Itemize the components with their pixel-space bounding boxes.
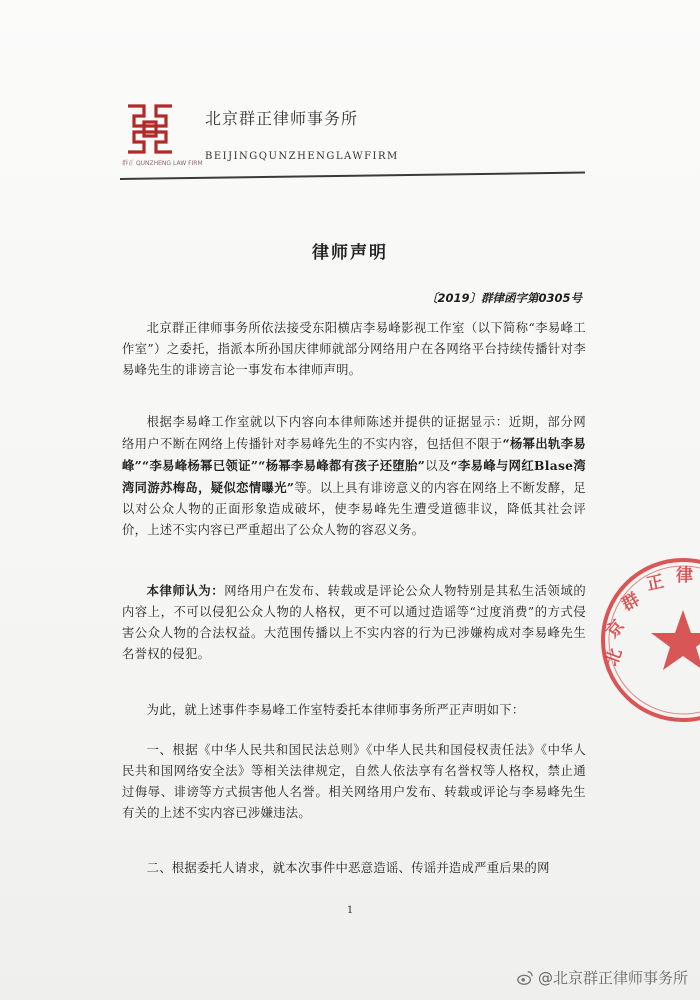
paragraph-1	[122, 318, 586, 381]
page-number: 1	[346, 905, 354, 916]
svg-text:群: 群	[618, 589, 644, 616]
paragraph-4	[122, 700, 586, 721]
svg-text:律: 律	[676, 566, 693, 586]
document-number: 〔2019〕群律函字第0305号	[425, 291, 582, 305]
watermark-text: @北京群正律师事务所	[537, 969, 688, 987]
rumor-list-2: “李易峰与网红Blase湾湾同游苏梅岛，疑似恋情曝光”	[122, 458, 586, 495]
letterhead-divider	[120, 172, 585, 180]
paragraph-2-rest: 等。以上具有诽谤意义的内容在网络上不断发酵，足以对公众人物的正面形象造成破坏，使李易峰先生遭受道德非议，降低其社会评价，上述不实内容已严重超出了公众人物的容忍义务。	[122, 481, 586, 537]
weibo-watermark	[516, 967, 688, 988]
document-title: 律师声明	[312, 243, 388, 263]
weibo-icon	[516, 969, 534, 987]
paragraph-3	[122, 580, 586, 665]
rumor-list-1: “杨幂出轨李易峰”“李易峰杨幂已领证”“杨幂李易峰都有孩子还堕胎”	[122, 436, 586, 473]
svg-text:正: 正	[644, 571, 666, 595]
paragraph-1-text: 北京群正律师事务所依法接受东阳横店李易峰影视工作室（以下简称“李易峰工作室”）之委托，指派本所孙国庆律师就部分网络用户在各网络平台持续传播针对李易峰先生的诽谤言论一事发布本律师声明。	[122, 321, 586, 377]
paragraph-5	[122, 740, 586, 824]
paragraph-2	[122, 412, 586, 541]
firm-name-english: BEIJINGQUNZHENGLAWFIRM	[205, 151, 399, 162]
svg-text:京: 京	[602, 616, 629, 643]
paragraph-2-intro: 根据李易峰工作室就以下内容向本律师陈述并提供的证据显示：近期，部分网络用户不断在网络上传播针对李易峰先生的不实内容，包括但不限于	[122, 415, 586, 451]
firm-name-chinese: 北京群正律师事务所	[205, 109, 359, 128]
firm-logo	[122, 100, 178, 160]
logo-caption: 群正 QUNZHENG LAW FIRM	[122, 160, 203, 167]
official-seal	[598, 555, 700, 725]
paragraph-2-connector: 以及	[425, 459, 451, 473]
lawyer-opinion-text: 网络用户在发布、转载或是评论公众人物特别是其私生活领域的内容上，不可以侵犯公众人物的人格权，更不可以通过造谣等“过度消费”的方式侵害公众人物的合法权益。大范围传播以上不实内容的行为已涉嫌构成对李易峰先生名誉权的侵犯。	[122, 584, 586, 661]
paragraph-6-text: 二、根据委托人请求，就本次事件中恶意造谣、传谣并造成严重后果的网	[146, 861, 550, 875]
svg-text:北: 北	[601, 645, 627, 669]
paragraph-4-text: 为此，就上述事件李易峰工作室特委托本律师事务所严正声明如下：	[146, 703, 525, 717]
paragraph-5-text: 一、根据《中华人民共和国民法总则》《中华人民共和国侵权责任法》《中华人民共和国网络安全法》等相关法律规定，自然人依法享有名誉权等人格权，禁止通过侮辱、诽谤等方式损害他人名誉。相关网络用户发布、转载或评论与李易峰先生有关的上述不实内容已涉嫌违法。	[122, 743, 586, 820]
lawyer-opinion-label: 本律师认为：	[146, 583, 225, 598]
paragraph-6	[122, 858, 586, 879]
